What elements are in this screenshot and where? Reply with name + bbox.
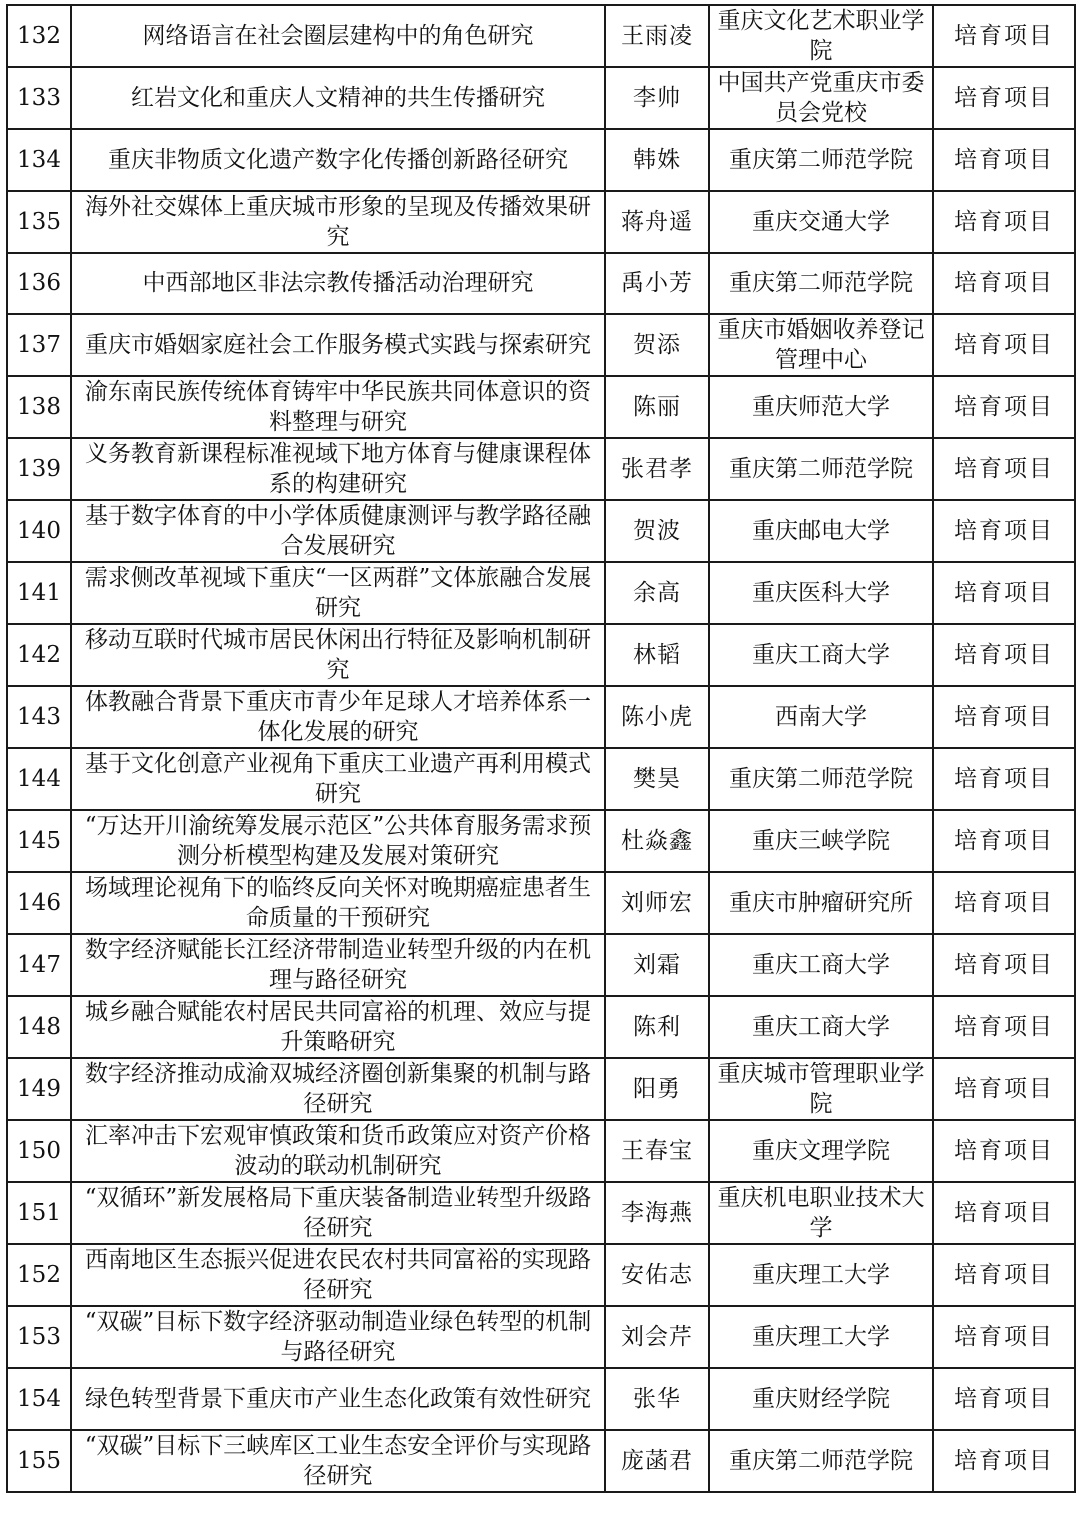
project-title: 基于数字体育的中小学体质健康测评与教学路径融合发展研究 bbox=[71, 500, 605, 562]
project-unit: 重庆文化艺术职业学院 bbox=[709, 5, 933, 67]
project-title: “双碳”目标下三峡库区工业生态安全评价与实现路径研究 bbox=[71, 1430, 605, 1492]
project-type: 培育项目 bbox=[933, 500, 1075, 562]
table-row bbox=[7, 1182, 1075, 1244]
table-row bbox=[7, 1058, 1075, 1120]
project-title: 红岩文化和重庆人文精神的共生传播研究 bbox=[71, 67, 605, 129]
row-number: 136 bbox=[7, 253, 71, 315]
project-type: 培育项目 bbox=[933, 624, 1075, 686]
table-row bbox=[7, 1306, 1075, 1368]
project-title: 基于文化创意产业视角下重庆工业遗产再利用模式研究 bbox=[71, 748, 605, 810]
project-unit: 重庆工商大学 bbox=[709, 996, 933, 1058]
table-row bbox=[7, 1368, 1075, 1430]
table-row bbox=[7, 1430, 1075, 1492]
project-unit: 重庆理工大学 bbox=[709, 1306, 933, 1368]
project-leader: 张华 bbox=[605, 1368, 709, 1430]
project-leader: 陈利 bbox=[605, 996, 709, 1058]
project-type: 培育项目 bbox=[933, 67, 1075, 129]
project-leader: 刘霜 bbox=[605, 934, 709, 996]
project-title: 城乡融合赋能农村居民共同富裕的机理、效应与提升策略研究 bbox=[71, 996, 605, 1058]
table-row bbox=[7, 5, 1075, 67]
row-number: 147 bbox=[7, 934, 71, 996]
project-title: 海外社交媒体上重庆城市形象的呈现及传播效果研究 bbox=[71, 191, 605, 253]
project-leader: 贺添 bbox=[605, 314, 709, 376]
row-number: 137 bbox=[7, 314, 71, 376]
table-row bbox=[7, 810, 1075, 872]
project-type: 培育项目 bbox=[933, 191, 1075, 253]
project-unit: 重庆三峡学院 bbox=[709, 810, 933, 872]
project-type: 培育项目 bbox=[933, 562, 1075, 624]
project-leader: 李海燕 bbox=[605, 1182, 709, 1244]
project-unit: 重庆第二师范学院 bbox=[709, 438, 933, 500]
row-number: 148 bbox=[7, 996, 71, 1058]
row-number: 143 bbox=[7, 686, 71, 748]
project-leader: 陈丽 bbox=[605, 376, 709, 438]
project-title: 数字经济赋能长江经济带制造业转型升级的内在机理与路径研究 bbox=[71, 934, 605, 996]
project-type: 培育项目 bbox=[933, 1058, 1075, 1120]
project-title: “双碳”目标下数字经济驱动制造业绿色转型的机制与路径研究 bbox=[71, 1306, 605, 1368]
project-type: 培育项目 bbox=[933, 1368, 1075, 1430]
row-number: 132 bbox=[7, 5, 71, 67]
table-row bbox=[7, 253, 1075, 315]
project-unit: 重庆医科大学 bbox=[709, 562, 933, 624]
table-row bbox=[7, 748, 1075, 810]
table-row bbox=[7, 686, 1075, 748]
project-type: 培育项目 bbox=[933, 376, 1075, 438]
project-title: 汇率冲击下宏观审慎政策和货币政策应对资产价格波动的联动机制研究 bbox=[71, 1120, 605, 1182]
table-row bbox=[7, 500, 1075, 562]
project-leader: 王春宝 bbox=[605, 1120, 709, 1182]
project-type: 培育项目 bbox=[933, 686, 1075, 748]
project-unit: 重庆理工大学 bbox=[709, 1244, 933, 1306]
project-leader: 贺波 bbox=[605, 500, 709, 562]
project-leader: 张君孝 bbox=[605, 438, 709, 500]
project-type: 培育项目 bbox=[933, 1306, 1075, 1368]
project-title: 义务教育新课程标准视域下地方体育与健康课程体系的构建研究 bbox=[71, 438, 605, 500]
project-unit: 重庆第二师范学院 bbox=[709, 1430, 933, 1492]
project-title: 场域理论视角下的临终反向关怀对晚期癌症患者生命质量的干预研究 bbox=[71, 872, 605, 934]
project-leader: 韩姝 bbox=[605, 129, 709, 191]
project-type: 培育项目 bbox=[933, 314, 1075, 376]
project-unit: 重庆机电职业技术大学 bbox=[709, 1182, 933, 1244]
project-title: 渝东南民族传统体育铸牢中华民族共同体意识的资料整理与研究 bbox=[71, 376, 605, 438]
project-title: 需求侧改革视域下重庆“一区两群”文体旅融合发展研究 bbox=[71, 562, 605, 624]
project-leader: 陈小虎 bbox=[605, 686, 709, 748]
row-number: 152 bbox=[7, 1244, 71, 1306]
table-row bbox=[7, 1244, 1075, 1306]
project-leader: 樊昊 bbox=[605, 748, 709, 810]
project-leader: 庞菡君 bbox=[605, 1430, 709, 1492]
table-row bbox=[7, 191, 1075, 253]
project-type: 培育项目 bbox=[933, 129, 1075, 191]
row-number: 146 bbox=[7, 872, 71, 934]
project-title: 移动互联时代城市居民休闲出行特征及影响机制研究 bbox=[71, 624, 605, 686]
row-number: 139 bbox=[7, 438, 71, 500]
table-row bbox=[7, 996, 1075, 1058]
project-type: 培育项目 bbox=[933, 1120, 1075, 1182]
project-unit: 中国共产党重庆市委员会党校 bbox=[709, 67, 933, 129]
project-type: 培育项目 bbox=[933, 1244, 1075, 1306]
project-unit: 重庆市婚姻收养登记管理中心 bbox=[709, 314, 933, 376]
row-number: 151 bbox=[7, 1182, 71, 1244]
row-number: 145 bbox=[7, 810, 71, 872]
row-number: 154 bbox=[7, 1368, 71, 1430]
project-type: 培育项目 bbox=[933, 996, 1075, 1058]
project-leader: 阳勇 bbox=[605, 1058, 709, 1120]
project-unit: 重庆市肿瘤研究所 bbox=[709, 872, 933, 934]
project-type: 培育项目 bbox=[933, 872, 1075, 934]
table-row bbox=[7, 129, 1075, 191]
row-number: 142 bbox=[7, 624, 71, 686]
table-row bbox=[7, 67, 1075, 129]
row-number: 144 bbox=[7, 748, 71, 810]
project-type: 培育项目 bbox=[933, 5, 1075, 67]
project-leader: 安佑志 bbox=[605, 1244, 709, 1306]
row-number: 155 bbox=[7, 1430, 71, 1492]
project-title: “双循环”新发展格局下重庆装备制造业转型升级路径研究 bbox=[71, 1182, 605, 1244]
project-leader: 王雨凌 bbox=[605, 5, 709, 67]
project-title: 重庆市婚姻家庭社会工作服务模式实践与探索研究 bbox=[71, 314, 605, 376]
project-unit: 重庆第二师范学院 bbox=[709, 748, 933, 810]
project-type: 培育项目 bbox=[933, 1182, 1075, 1244]
row-number: 135 bbox=[7, 191, 71, 253]
table-row bbox=[7, 562, 1075, 624]
table-row bbox=[7, 872, 1075, 934]
table-row bbox=[7, 1120, 1075, 1182]
project-unit: 西南大学 bbox=[709, 686, 933, 748]
project-unit: 重庆交通大学 bbox=[709, 191, 933, 253]
table-row bbox=[7, 438, 1075, 500]
project-unit: 重庆城市管理职业学院 bbox=[709, 1058, 933, 1120]
project-unit: 重庆第二师范学院 bbox=[709, 253, 933, 315]
row-number: 141 bbox=[7, 562, 71, 624]
project-type: 培育项目 bbox=[933, 934, 1075, 996]
project-unit: 重庆文理学院 bbox=[709, 1120, 933, 1182]
project-title: 中西部地区非法宗教传播活动治理研究 bbox=[71, 253, 605, 315]
row-number: 140 bbox=[7, 500, 71, 562]
project-type: 培育项目 bbox=[933, 1430, 1075, 1492]
table-row bbox=[7, 314, 1075, 376]
table-row bbox=[7, 376, 1075, 438]
project-title: 重庆非物质文化遗产数字化传播创新路径研究 bbox=[71, 129, 605, 191]
table-row bbox=[7, 624, 1075, 686]
row-number: 134 bbox=[7, 129, 71, 191]
project-leader: 林韬 bbox=[605, 624, 709, 686]
row-number: 138 bbox=[7, 376, 71, 438]
project-leader: 杜焱鑫 bbox=[605, 810, 709, 872]
project-leader: 李帅 bbox=[605, 67, 709, 129]
table-row bbox=[7, 934, 1075, 996]
project-title: 体教融合背景下重庆市青少年足球人才培养体系一体化发展的研究 bbox=[71, 686, 605, 748]
project-type: 培育项目 bbox=[933, 810, 1075, 872]
project-unit: 重庆工商大学 bbox=[709, 624, 933, 686]
project-unit: 重庆邮电大学 bbox=[709, 500, 933, 562]
project-unit: 重庆财经学院 bbox=[709, 1368, 933, 1430]
row-number: 150 bbox=[7, 1120, 71, 1182]
project-type: 培育项目 bbox=[933, 748, 1075, 810]
project-title: 西南地区生态振兴促进农民农村共同富裕的实现路径研究 bbox=[71, 1244, 605, 1306]
project-unit: 重庆工商大学 bbox=[709, 934, 933, 996]
project-leader: 余高 bbox=[605, 562, 709, 624]
project-leader: 刘会芹 bbox=[605, 1306, 709, 1368]
project-type: 培育项目 bbox=[933, 253, 1075, 315]
project-unit: 重庆师范大学 bbox=[709, 376, 933, 438]
project-table bbox=[6, 4, 1076, 1493]
project-title: 网络语言在社会圈层建构中的角色研究 bbox=[71, 5, 605, 67]
project-title: 绿色转型背景下重庆市产业生态化政策有效性研究 bbox=[71, 1368, 605, 1430]
project-title: “万达开川渝统筹发展示范区”公共体育服务需求预测分析模型构建及发展对策研究 bbox=[71, 810, 605, 872]
project-table-body bbox=[7, 5, 1075, 1492]
project-type: 培育项目 bbox=[933, 438, 1075, 500]
project-leader: 蒋舟遥 bbox=[605, 191, 709, 253]
project-leader: 刘师宏 bbox=[605, 872, 709, 934]
row-number: 149 bbox=[7, 1058, 71, 1120]
project-unit: 重庆第二师范学院 bbox=[709, 129, 933, 191]
project-title: 数字经济推动成渝双城经济圈创新集聚的机制与路径研究 bbox=[71, 1058, 605, 1120]
row-number: 153 bbox=[7, 1306, 71, 1368]
row-number: 133 bbox=[7, 67, 71, 129]
project-leader: 禹小芳 bbox=[605, 253, 709, 315]
